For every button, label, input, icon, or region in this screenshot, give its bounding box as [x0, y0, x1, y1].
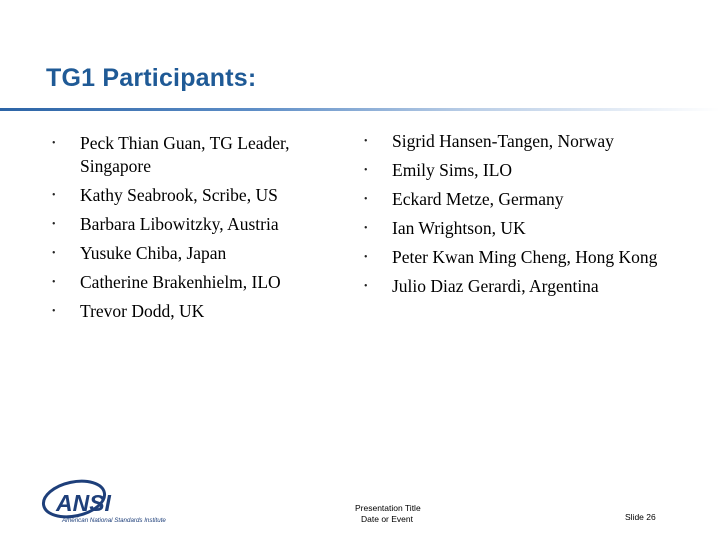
participant-item — [47, 271, 337, 294]
bullet-icon: • — [364, 223, 368, 234]
bullet-icon: • — [52, 277, 56, 288]
bullet-icon: • — [52, 138, 56, 149]
bullet-icon: • — [52, 190, 56, 201]
participant-item — [47, 242, 337, 265]
bullet-icon: • — [52, 248, 56, 259]
participant-item — [47, 213, 337, 236]
bullet-icon: • — [364, 194, 368, 205]
slide-title: TG1 Participants: — [46, 64, 257, 92]
participant-name: Barbara Libowitzky, Austria — [80, 214, 279, 234]
footer-presentation-title: Presentation Title — [355, 503, 421, 513]
participants-right-list — [359, 130, 709, 304]
bullet-icon: • — [364, 252, 368, 263]
bullet-icon: • — [364, 165, 368, 176]
footer-info — [355, 503, 421, 525]
participant-item — [359, 188, 709, 211]
bullet-icon: • — [364, 136, 368, 147]
participant-item — [47, 300, 337, 323]
title-divider — [0, 108, 720, 111]
bullet-icon: • — [364, 281, 368, 292]
participant-item — [359, 217, 709, 240]
participant-name: Emily Sims, ILO — [392, 160, 513, 180]
participant-name: Ian Wrightson, UK — [392, 218, 526, 238]
logo-wordmark: ANSI — [56, 490, 111, 516]
participant-name: Catherine Brakenhielm, ILO — [80, 272, 281, 292]
participant-name: Sigrid Hansen-Tangen, Norway — [392, 131, 614, 151]
participant-item — [359, 275, 709, 298]
participants-left-list — [47, 132, 337, 329]
participant-name: Peter Kwan Ming Cheng, Hong Kong — [392, 247, 658, 267]
participant-name: Yusuke Chiba, Japan — [80, 243, 227, 263]
participant-name: Trevor Dodd, UK — [80, 301, 205, 321]
participant-item — [359, 246, 709, 269]
participant-item — [47, 132, 337, 178]
participant-name: Eckard Metze, Germany — [392, 189, 564, 209]
participant-item — [359, 159, 709, 182]
footer-date-event: Date or Event — [361, 514, 413, 524]
participant-item — [47, 184, 337, 207]
logo-subtext: American National Standards Institute — [62, 517, 166, 524]
ansi-logo — [40, 478, 210, 526]
participant-name: Kathy Seabrook, Scribe, US — [80, 185, 278, 205]
participant-item — [359, 130, 709, 153]
bullet-icon: • — [52, 219, 56, 230]
participant-name: Peck Thian Guan, TG Leader, Singapore — [80, 133, 290, 176]
slide-number: Slide 26 — [625, 512, 656, 522]
bullet-icon: • — [52, 306, 56, 317]
participant-name: Julio Diaz Gerardi, Argentina — [392, 276, 599, 296]
